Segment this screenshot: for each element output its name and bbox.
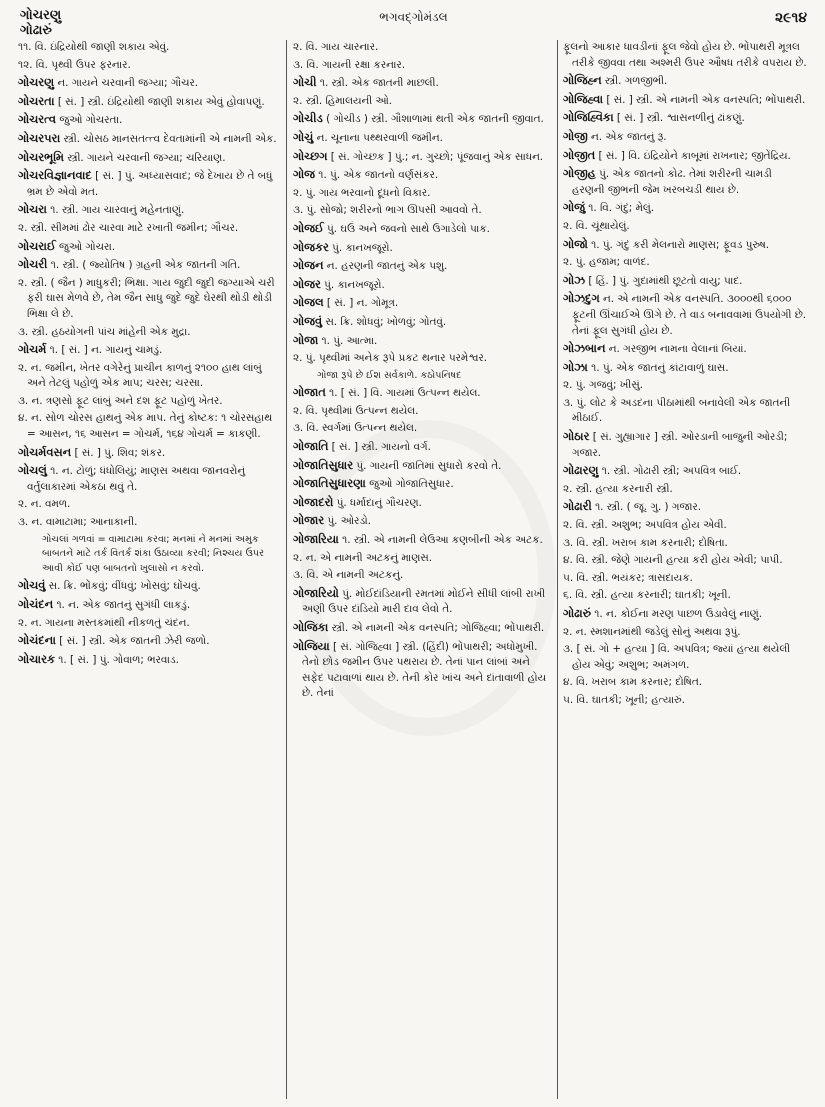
dictionary-entry [18, 597, 282, 614]
headword: ગોચર્મવસન [18, 444, 72, 459]
dictionary-entry [293, 586, 551, 618]
headword: ગોજિયા [293, 638, 330, 653]
dictionary-entry [18, 150, 282, 167]
definition-text: ( ગોચીડ ) સ્ત્રી. ગૌશાળામાં થતી એક જાતની જીવાત. [322, 113, 544, 126]
definition-text: ૨. ન. વમળ. [18, 498, 71, 511]
headword: ગોઝબાન [563, 341, 606, 356]
definition-text: ૨. સ્ત્રી. ( જૈન ) માધુકરી; ભિક્ષા. ગાય જુદી જુદી જગ્યાએ ચરી ફરી ઘાસ મેળવે છે, તેમ જૈન સાધુ જુદે જુદે ઘેરથી થોડી થોડી ભિક્ષા લે છે. [18, 276, 275, 320]
headword: ગોચરવિજ્ઞાનવાદ [18, 168, 92, 183]
sense-line [18, 58, 282, 74]
sense-line [563, 675, 807, 691]
definition-text: ૨. ન. ગાયના મસ્તકમાંથી નીકળતું ચંદન. [18, 616, 190, 629]
headword: ગોચંદના [18, 633, 56, 648]
dictionary-entry [18, 202, 282, 219]
guide-word-last: ગોઢારું [20, 23, 52, 38]
headword: ગોજાતિસુધારણા [293, 476, 366, 491]
definition-text: ન. ચૂનાના પથ્થરવાળી જમીન. [313, 131, 443, 144]
sense-line [293, 351, 551, 367]
headword: ગોજારિયા [293, 532, 339, 547]
dictionary-entry [563, 73, 807, 90]
definition-text: ૧. વિ. ગંદું; મેલું. [584, 202, 655, 215]
definition-text: ન. ગરજીભ નામના વેલાનાં બિયાં. [605, 343, 747, 356]
dictionary-entry [563, 92, 807, 109]
headword: ગોજું [563, 200, 585, 215]
headword: ગોજિહ્વા [563, 91, 604, 106]
sense-line [293, 94, 551, 110]
definition-text: [ સં. ગોચ્છક ] પું.; ન. ગુચ્છો; પૂંજવાનું એક સાધન. [327, 150, 544, 163]
headword: ગોચરા [18, 202, 47, 217]
headword: ગોજર [293, 276, 321, 291]
sense-line [563, 693, 807, 709]
dictionary-entry [293, 458, 551, 475]
definition-text: ૧. પું. આત્મા. [318, 334, 378, 347]
sense-line [293, 203, 551, 219]
dictionary-entry [293, 149, 551, 166]
headword: ગોચરતા [18, 93, 55, 108]
headword: ગોઝ [563, 272, 586, 287]
definition-text: ૨. વિ. પૃથ્વીમાં ઉત્પન્ન થયેલ. [293, 404, 419, 417]
definition-text: ૧. [ સં. ] વિ. ગાયમાં ઉત્પન્ન થયેલ. [325, 387, 481, 400]
definition-text: ૧. સ્ત્રી. ( જૂ. ગુ. ) ગજાર. [591, 501, 702, 514]
dictionary-entry [293, 476, 551, 493]
definition-text: પું. કાનખજૂરો. [328, 241, 393, 254]
dictionary-entry [293, 532, 551, 549]
headword: ગોચીડ [293, 111, 323, 126]
sense-line [563, 625, 807, 641]
definition-text: [ સં. ] પું. અધ્યાસવાદ; જે દેખાય છે તે બધું ભ્રમ છે એવો મત. [27, 170, 273, 198]
headword: ગોઝદુગ [563, 291, 600, 306]
sense-line [563, 396, 807, 427]
definition-text: સ. ક્રિ. ભોંકવું; વીંધવું; ખોસવું; ઘોંચવું. [45, 580, 201, 593]
dictionary-entry [563, 200, 807, 217]
definition-text: ૧. સ્ત્રી. ( જ્યોતિષ ) ગ્રહની એક જાતની ગતિ. [47, 259, 241, 272]
headword: ગોજી [563, 128, 588, 143]
definition-text: ૧. [ સં. ] ન. ગાયનું ચામડું. [46, 344, 163, 357]
headword: ગોઢારું [563, 606, 591, 620]
sense-line [18, 411, 282, 442]
headword: ગોચલું [18, 463, 47, 478]
guide-word-first: ગોચરણુ [20, 8, 62, 23]
sense-line [563, 571, 807, 587]
definition-text: ૩. વિ. ગાયની રક્ષા કરનાર. [293, 58, 406, 71]
definition-text: ૨. પું. ગાય ભરવાનો દૂધનો વિકાર. [293, 186, 431, 199]
sense-line [563, 536, 807, 552]
sense-line [563, 482, 807, 498]
definition-text: ૩. ન. વામાટામા; આનાકાની. [18, 516, 138, 529]
sense-line [18, 515, 282, 531]
definition-text: પું. એક જાતનો કોઢ. તેમાં શરીરની ચામડી હરણની જીભની જેમ ખરબચડી થાય છે. [572, 168, 772, 196]
headword: ગોચરાઈ [18, 238, 56, 253]
definition-text: પું. ઓરડો. [324, 515, 371, 528]
sense-line [563, 518, 807, 534]
definition-text: ૧. [ સં. ] પું. ગોવાળ; ભરવાડ. [55, 653, 179, 666]
sense-line [563, 40, 807, 71]
headword: ગોચર્મ [18, 342, 47, 357]
definition-text: ૧. સ્ત્રી. ગાય ચારવાનું મહેનતાણું. [46, 204, 185, 217]
definition-text: ૧. ન. ટોળું; ધંધોલિયું; માણસ અથવા જાનવરોનું વર્તુલાકારમાં એકઠા થવું તે. [27, 465, 246, 493]
definition-text: ૫. વિ. સ્ત્રી. ભયંકર; ત્રાસદાયક. [563, 571, 693, 584]
headword: ગોજીત [563, 147, 596, 162]
dictionary-entry [18, 239, 282, 256]
sense-line [18, 497, 282, 513]
dictionary-entry [18, 94, 282, 111]
definition-text: ૨. વિ. ગાય ચારનાર. [293, 41, 379, 53]
headword: ગોજાત [293, 385, 326, 400]
headword: ગોચું [293, 129, 314, 144]
page-title: ભગવદ્ગોમંડલ [379, 10, 448, 24]
dictionary-entry [563, 463, 807, 480]
definition-text: ન. હરણની જાતનું એક પશુ. [323, 260, 448, 273]
definition-text: [ સં. ] સ્ત્રી. ગાયનો વર્ગ. [328, 441, 431, 454]
sense-line [18, 361, 282, 392]
definition-text: સ્ત્રી. ગળજીભી. [601, 75, 668, 88]
definition-text: સ્ત્રી. ગાયને ચરવાની જગ્યા; ચરિયાણ. [63, 151, 226, 164]
headword: ગોજિકા [293, 620, 329, 634]
headword: ગોચરત્વ [18, 112, 57, 127]
headword: ગોજાદરો [293, 494, 334, 509]
sense-line [563, 553, 807, 569]
dictionary-entry [293, 495, 551, 512]
dictionary-entry [563, 148, 807, 165]
headword: ગોજિહ્ન [563, 73, 602, 88]
headword: ગોજન [293, 258, 324, 273]
page-header [20, 8, 807, 38]
definition-text: ૨. વિ. સ્ત્રી. અશુભ; અપવિત્ર હોય એવી. [563, 519, 727, 532]
definition-text: જુઓ ગોજાતિસુધાર. [365, 478, 454, 491]
definition-text: ૩. વિ. સ્વર્ગમાં ઉત્પન્ન થયેલ. [293, 422, 418, 435]
definition-text: ૬. વિ. સ્ત્રી. હત્યા કરનારી; ઘાતકી; ખૂની. [563, 589, 731, 602]
definition-text: ૨. પું. પૃથ્વીમાં અનેક રૂપે પ્રકટ થનાર પરમેશ્વર. [293, 352, 488, 365]
page-number: ૨૯૧૪ [774, 10, 807, 26]
sense-line [563, 642, 807, 673]
definition-text: ૩. સ્ત્રી. હઠયોગની પાંચ માંહેની એક મુદ્રા. [18, 325, 191, 338]
sense-line [563, 255, 807, 271]
dictionary-entry [563, 291, 807, 339]
definition-text: [ સં. ] સ્ત્રી. શ્વાસનળીનું ઢાંકણું. [613, 112, 745, 125]
sense-line [293, 551, 551, 567]
definition-text: પું. ઘઉં અને જવનો સાથે ઉગાડેલો પાક. [323, 222, 490, 235]
definition-text: ૧. ન. એક જાતનું સુગંધી લાકડું. [53, 599, 191, 611]
definition-text: ૩. વિ. સ્ત્રી. ખરાબ કામ કરનારી; દોષિતા. [563, 536, 728, 549]
definition-text: પું. ધર્માદાનું ગૌચરણ. [333, 496, 422, 509]
definition-text: ફૂલનો આકાર ધાવડીનાં ફૂલ જેવો હોય છે. ભોંપાથરી મૂત્રલ તરીકે જીવવા તથા અશ્મરી ઉપર ઔષધ તરીકે વપરાય છે. [563, 41, 807, 69]
definition-text: ૨. ન. જમીન, ખેતર વગેરેનું પ્રાચીન કાળનું ૨૧૦૦ હાથ લાંબું અને તેટલું પહોળું એક માપ; ચરસ; ચરસા. [18, 361, 262, 390]
definition-text: ૩. પું. લોટ કે અડદના પીઠામાંથી બનાવેલી એક જાતની મીઠાઈ. [563, 396, 791, 425]
headword: ગોઠાર [563, 429, 590, 444]
definition-text: ૪. વિ. સ્ત્રી. જેણે ગાયની હત્યા કરી હોય એવી; પાપી. [563, 554, 783, 567]
headword: ગોચરપરા [18, 130, 61, 145]
sense-line [18, 394, 282, 410]
definition-text: [ સં. ] સ્ત્રી. ઇંદ્રિયોથી જાણી શકાય એવું હોવાપણું. [54, 95, 265, 108]
dictionary-entry [293, 240, 551, 257]
sense-line [563, 378, 807, 394]
sense-line [293, 186, 551, 202]
dictionary-entry [18, 445, 282, 462]
definition-text: ૪. વિ. ખરાબ કામ કરનાર; દોષિત. [563, 676, 703, 689]
definition-text: ૧. પું. એક જાતનો વર્ણસંકર. [314, 169, 439, 182]
dictionary-entry [18, 257, 282, 274]
definition-text: [ સં. ગોજિહ્વા ] સ્ત્રી. (હિંદી) ભોંપાથરી; અધોમુખી. તેનો છોડ જમીન ઉપર પથરાય છે. તેનાં પાન લાંબાં અને સફેદ પટાવાળાં થાય છે. તેની કોર ખાંચ અને દાંતાવાળી હોય છે. તેનાં [302, 640, 547, 700]
dictionary-entry [563, 429, 807, 461]
definition-text: ન. એ નામની એક વનસ્પતિ. ૩૦૦૦થી ૬૦૦૦ ફૂટની ઊંચાઈએ ઊગે છે. તે વાડ બનાવવામાં ઉપયોગી છે. તેનાં ફૂલ સુગંધી હોય છે. [572, 293, 807, 337]
headword: ગોઢારણુ [563, 463, 599, 478]
sense-line [293, 568, 551, 584]
headword: ગોચરી [18, 257, 48, 272]
definition-text: ૨. પું. હજામ; વાળંદ. [563, 256, 650, 269]
definition-text: ૨. સ્ત્રી. હિમાલયની ઓ. [293, 94, 393, 107]
definition-text: ૧. ન. કોઈના મરણ પાછળ ઉડાવેલું નાણું. [590, 608, 763, 620]
headword: ગોચંદન [18, 597, 54, 611]
dictionary-entry [293, 439, 551, 456]
dictionary-entry [293, 385, 551, 402]
definition-text: પું. ગાયની જાતિમાં સુધારો કરવો તે. [353, 459, 502, 472]
definition-text: પું. મોઈદાંડિયાની રમતમાં મોઈને સીધી લાંબી રાખી અણી ઉપર દાંડિયો મારી દાવ લેવો તે. [302, 587, 546, 616]
headword: ગોજલ [293, 295, 324, 310]
dictionary-entry [18, 112, 282, 129]
dictionary-entry [563, 499, 807, 516]
headword: ગોજાર [293, 513, 325, 528]
dictionary-entry [18, 75, 282, 92]
definition-text: ૧૧. વિ. ઇંદ્રિયોથી જાણી શકાય એવું. [18, 41, 170, 53]
definition-text: [ સં. ] પું. શિવ; શંકર. [71, 446, 166, 459]
headword: ગોજિહ્વિકા [563, 110, 614, 125]
dictionary-entry [293, 258, 551, 275]
definition-text: ૨. પું. ગજવું; ખીસું. [563, 379, 643, 392]
definition-text: ૨. ન. સ્મશાનમાંથી જડેલું સોનું અથવા રૂપું. [563, 625, 741, 638]
definition-text: ૧. સ્ત્રી. ગોઢારી સ્ત્રી; અપવિત્ર બાઈ. [598, 465, 742, 478]
sense-line [293, 421, 551, 437]
dictionary-entry [18, 168, 282, 200]
dictionary-entry [563, 237, 807, 254]
dictionary-entry [293, 620, 551, 637]
definition-text: [ સં. ગુહ્યાગાર ] સ્ત્રી. ઓરડાની બાજુની ઓરડી; ગજાર. [572, 431, 788, 459]
definition-text: ૫. વિ. ઘાતકી; ખૂની; હત્યારું. [563, 693, 685, 706]
column-3 [563, 40, 807, 1101]
dictionary-entry [563, 273, 807, 290]
dictionary-entry [293, 130, 551, 147]
definition-text: ૨. વિ. ચૂંથાયેલું. [563, 219, 630, 232]
dictionary-entry [563, 360, 807, 377]
definition-text: ૪. ન. સોળ ચોરસ હાથનું એક માપ. તેનું કોષ્ટક: ૧ ચોરસહાથ = આસન, ૧૬ આસન = ગોચર્મ, ૧૬૪ ગોચર્મ = કાકણી. [18, 412, 273, 441]
sense-line [563, 219, 807, 235]
sense-line [18, 325, 282, 341]
definition-text: પું. કાનખજૂરો. [320, 278, 385, 291]
dictionary-entry [563, 166, 807, 198]
definition-text: જુઓ ગોચરતા. [56, 114, 123, 127]
usage-quote [293, 369, 551, 384]
sense-line [563, 588, 807, 604]
headword: ગોઢારી [563, 499, 592, 514]
dictionary-entry [293, 639, 551, 702]
definition-text: સ. ક્રિ. શોધવું; ખોળવું; ગોતવું. [322, 315, 447, 328]
headword: ગોચારક [18, 651, 55, 666]
dictionary-entry [563, 129, 807, 146]
headword: ગોચરણુ [18, 75, 55, 90]
definition-text: [ સં. ] ન. ગોમૂત્ર. [323, 297, 399, 310]
definition-text: ૨. સ્ત્રી. હત્યા કરનારી સ્ત્રી. [563, 482, 673, 495]
dictionary-entry [18, 131, 282, 148]
definition-text: સ્ત્રી. ચોસઠ માનસતત્ત્વ દેવતામાંની એ નામની એક. [60, 132, 277, 145]
headword: ગોચવું [18, 578, 46, 593]
sense-line [18, 221, 282, 237]
dictionary-entry [18, 463, 282, 495]
definition-text: ગોચલાં ગળવાં = વામાટામા કરવા; મનમાં ને મનમાં અમુક બાબતને માટે તર્ક વિતર્ક શંકા ઉઠાવ્યા કરવી; નિશ્ચય ઉપર આવી કોઈ પણ બાબતનો ખુલાસો ન કરવો. [42, 533, 265, 574]
headword: ગોજા [293, 332, 319, 347]
dictionary-entry [293, 295, 551, 312]
dictionary-entry [293, 277, 551, 294]
definition-text: ન. એક જાતનું રૂ. [587, 130, 667, 143]
definition-text: [ સં. ] સ્ત્રી. એ નામની એક વનસ્પતિ; ભોંપાથરી. [603, 93, 806, 106]
headword: ગોજો [563, 236, 588, 251]
dictionary-entry [293, 513, 551, 530]
dictionary-entry [293, 314, 551, 331]
definition-text: ૩. ન. ત્રણસો ફૂટ લાંબું અને દશ ફૂટ પહોળું ખેતર. [18, 394, 223, 407]
headword: ગોજારિયો [293, 585, 339, 600]
definition-text: ૨. ન. એ નામની અટકનું માણસ. [293, 551, 433, 564]
headword: ગોઝા [563, 359, 588, 374]
definition-text: ન. ગાયને ચરવાની જગ્યા; ગૌચર. [54, 77, 199, 90]
dictionary-entry [293, 75, 551, 92]
headword: ગોજીહ [563, 166, 596, 181]
definition-text: [ હિં. ] પું. ગુદામાંથી છૂટતો વાયુ; પાદ. [585, 274, 743, 287]
sense-line [18, 40, 282, 56]
dictionary-entry [563, 606, 807, 623]
definition-text: સ્ત્રી. એ નામની એક વનસ્પતિ; ગોજિહ્વા; ભોંપાથરી. [328, 622, 545, 634]
headword: ગોજકર [293, 239, 329, 254]
dictionary-entry [18, 633, 282, 650]
headword: ગોચી [293, 75, 317, 90]
definition-text: ૧. સ્ત્રી. એ નામની લેઉઆ કણબીની એક અટક. [338, 534, 543, 547]
dictionary-entry [563, 110, 807, 127]
dictionary-entry [18, 342, 282, 359]
dictionary-entry [293, 167, 551, 184]
dictionary-entry [293, 221, 551, 238]
headword: ગોજ [293, 167, 315, 182]
sense-line [293, 40, 551, 56]
definition-text: [ સં. ] વિ. ઇંદ્રિયોને કાબૂમાં રાખનાર; જીતેંદ્રિય. [595, 149, 791, 162]
dictionary-entry [293, 333, 551, 350]
definition-text: જુઓ ગોચરા. [55, 240, 116, 253]
dictionary-entry [18, 578, 282, 595]
definition-text: ૩. પું. સોજો; શરીરનો ભાગ ઊપસી આવવો તે. [293, 204, 482, 217]
headword: ગોજવું [293, 313, 323, 328]
dictionary-entry [293, 111, 551, 128]
dictionary-columns [18, 40, 807, 1101]
headword: ગોજઈ [293, 220, 324, 235]
definition-text: ૧. સ્ત્રી. એક જાતની માછલી. [316, 77, 439, 90]
headword: ગોજાતિસુધાર [293, 457, 354, 472]
sense-line [293, 404, 551, 420]
definition-text: ૧૨. વિ. પૃથ્વી ઉપર ફરનાર. [18, 58, 131, 71]
headword: ગોજાતિ [293, 439, 329, 454]
sense-line [18, 616, 282, 632]
dictionary-entry [563, 341, 807, 358]
headword: ગોચ્છગ [293, 148, 328, 163]
column-1 [18, 40, 282, 1101]
definition-text: ગોજા રૂપે છે ઈશ સર્વકાળે. કઠોપનિષદ [317, 369, 462, 381]
definition-text: ૧. પું. એક જાતનું કાંટાવાળું ઘાસ. [587, 361, 729, 374]
definition-text: ૩. [ સં. ગો + હત્યા ] વિ. અપવિત્ર; જ્યાં હત્યા થયેલી હોય એવું; અશુભ; અમંગળ. [563, 643, 791, 671]
usage-quote [18, 533, 282, 577]
headword: ગોચરભૂમિ [18, 149, 64, 164]
column-2 [293, 40, 551, 1101]
definition-text: ૨. સ્ત્રી. સીમમાં ઢોર ચારવા માટે રખાતી જમીન; ગૌચર. [18, 221, 239, 234]
dictionary-entry [18, 652, 282, 669]
definition-text: [ સં. ] સ્ત્રી. એક જાતની ઝેરી જળો. [55, 635, 210, 648]
definition-text: ૩. વિ. એ નામની અટકનું. [293, 569, 404, 582]
definition-text: ૧. પું. ગંદું કરી મેલનારો માણસ; ફૂવડ પુરુષ. [587, 238, 770, 251]
sense-line [293, 58, 551, 74]
sense-line [18, 276, 282, 323]
